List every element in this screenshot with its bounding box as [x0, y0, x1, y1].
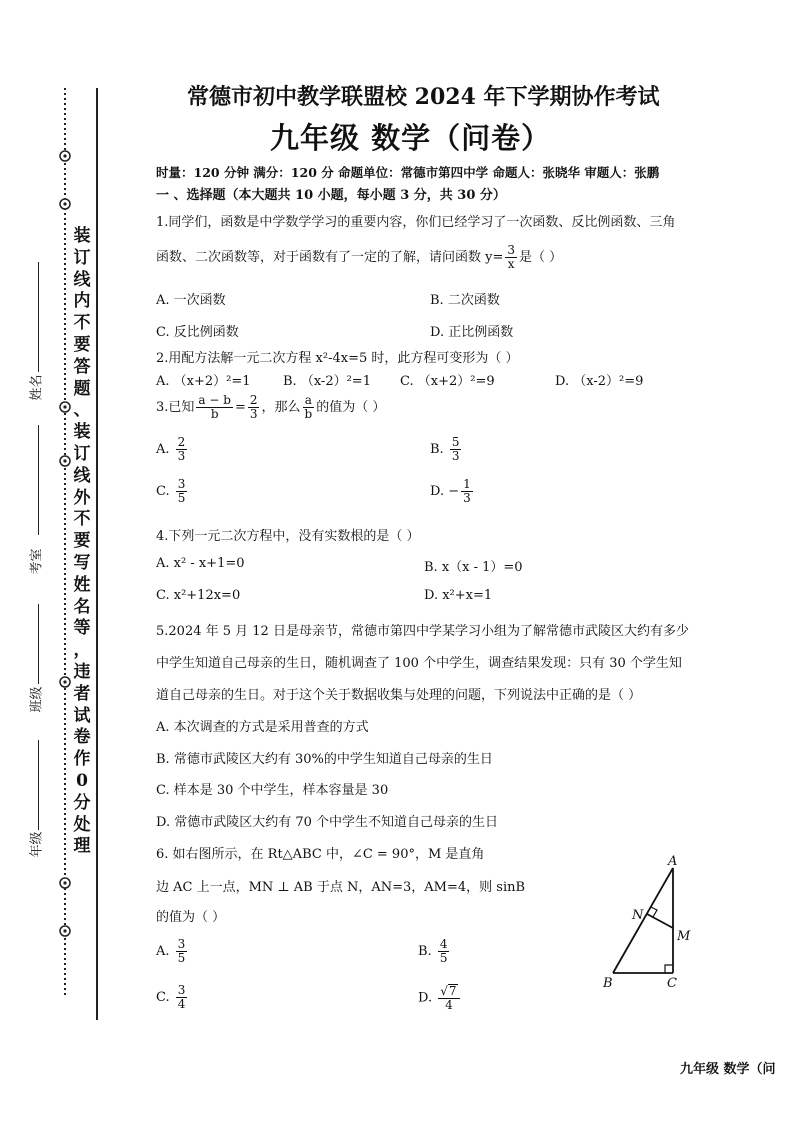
- binding-warning-char: 装: [73, 422, 91, 443]
- grade-field-label: 年级: [29, 831, 45, 858]
- q4-stem: 4.下列一元二次方程中，没有实数根的是（ ）: [156, 529, 420, 544]
- binding-warning-char: ，: [73, 640, 91, 661]
- q6-d-radicand: 7: [448, 984, 457, 998]
- q2-option-b: B. （x-2）²=1: [283, 374, 371, 389]
- room-field-line: [38, 425, 39, 535]
- q3-option-a: [156, 436, 189, 463]
- q1-line2-post: 是（ ）: [519, 250, 563, 265]
- q3-c-num: 3: [177, 477, 186, 491]
- q6-b-num: 4: [439, 937, 448, 951]
- q3-frac2-den: 3: [249, 407, 258, 421]
- label-a: A: [668, 854, 678, 869]
- binding-warning-char: 者: [73, 683, 91, 704]
- binding-warning-char: 答: [73, 356, 91, 377]
- q5-line1: 5.2024 年 5 月 12 日是母亲节，常德市第四中学某学习小组为了解常德市武陵区大约有多少: [156, 624, 689, 639]
- binding-warning-char: 外: [73, 487, 91, 508]
- q1-option-d: D. 正比例函数: [430, 325, 514, 340]
- room-field-label: 考室: [29, 548, 45, 575]
- binding-warning-char: 违: [73, 661, 91, 682]
- binding-warning-char: 题: [73, 378, 91, 399]
- q2-stem: 2.用配方法解一元二次方程 x²-4x=5 时，此方程可变形为（ ）: [156, 351, 519, 366]
- binding-warning-char: 线: [73, 269, 91, 290]
- binding-warning-char: 分: [73, 792, 91, 813]
- binding-warning-char: 订: [73, 247, 91, 268]
- q3-frac1: [196, 394, 233, 421]
- q1-option-c: C. 反比例函数: [156, 325, 239, 340]
- q6-b-frac: [438, 938, 450, 965]
- q3-frac1-num: a − b: [198, 393, 231, 407]
- q6-d-num: √7: [438, 984, 459, 999]
- q3-frac2-num: 2: [249, 393, 258, 407]
- q1-line2: [156, 244, 562, 271]
- q3-frac3-den: b: [304, 407, 313, 421]
- grade-field-line: [38, 740, 39, 830]
- q6-option-b: [418, 938, 451, 965]
- right-angle-c: [665, 965, 673, 973]
- q3-frac1-den: b: [210, 407, 219, 421]
- binding-warning-char: 要: [73, 334, 91, 355]
- q6-a-num: 3: [177, 937, 186, 951]
- name-field-label: 姓名: [29, 374, 45, 401]
- q3-b-den: 3: [451, 449, 460, 463]
- q5-option-c: C. 样本是 30 个中学生，样本容量是 30: [156, 783, 389, 798]
- binding-margin-lines: [0, 0, 110, 1121]
- q3-option-b: [430, 436, 463, 463]
- q5-option-b: B. 常德市武陵区大约有 30%的中学生知道自己母亲的生日: [156, 752, 493, 767]
- binding-warning-char: 作: [73, 749, 91, 770]
- q6-c-den: 4: [177, 997, 186, 1011]
- binding-warning-char: 卷: [73, 727, 91, 748]
- label-n: N: [632, 908, 644, 923]
- q1-frac-num: 3: [507, 243, 516, 257]
- q3-d-label: D.: [430, 484, 445, 499]
- q6-d-frac: [438, 984, 459, 1012]
- binding-warning-char: 等: [73, 618, 91, 639]
- q2-option-c: C. （x+2）²=9: [400, 374, 495, 389]
- q6-b-label: B.: [418, 944, 432, 959]
- q3-pre: 3.已知: [156, 400, 195, 415]
- q3-a-label: A.: [156, 442, 170, 457]
- triangle-figure: [595, 848, 695, 998]
- binding-warning-char: 姓: [73, 574, 91, 595]
- binding-warning-char: 名: [73, 596, 91, 617]
- q3-a-num: 2: [177, 435, 186, 449]
- q2-option-d: D. （x-2）²=9: [555, 374, 644, 389]
- binding-warning-char: 试: [73, 705, 91, 726]
- q6-line2: 边 AC 上一点，MN ⊥ AB 于点 N，AN=3，AM=4，则 sinB: [156, 880, 526, 895]
- q5-option-a: A. 本次调查的方式是采用普查的方式: [156, 720, 369, 735]
- section-title: 一 、选择题（本大题共 10 小题，每小题 3 分，共 30 分）: [156, 188, 506, 203]
- q3-d-den: 3: [463, 491, 471, 505]
- q2-option-a: A. （x+2）²=1: [156, 374, 251, 389]
- exam-title: 常德市初中教学联盟校 2024 年下学期协作考试: [187, 84, 660, 110]
- q3-frac3: [303, 394, 315, 421]
- class-field-label: 班级: [29, 686, 45, 713]
- binding-warning-char: 订: [73, 443, 91, 464]
- q6-c-label: C.: [156, 990, 170, 1005]
- q6-d-den: 4: [445, 998, 453, 1012]
- q6-c-frac: [176, 984, 188, 1011]
- q6-line1: 6. 如右图所示，在 Rt△ABC 中，∠C = 90°，M 是直角: [156, 847, 485, 862]
- binding-warning-char: 理: [73, 836, 91, 857]
- q4-option-d: D. x²+x=1: [424, 588, 493, 603]
- q3-post: 的值为（ ）: [316, 400, 386, 415]
- q3-b-label: B.: [430, 442, 444, 457]
- q3-d-frac: [461, 478, 473, 505]
- q3-stem: [156, 394, 385, 421]
- q3-c-label: C.: [156, 484, 170, 499]
- q3-frac2: [248, 394, 260, 421]
- binding-warning-char: 、: [73, 400, 91, 421]
- q6-option-a: [156, 938, 189, 965]
- q3-frac3-num: a: [304, 393, 312, 407]
- q1-line2-pre: 函数、二次函数等，对于函数有了一定的了解，请问函数 y=: [156, 250, 504, 265]
- exam-meta: 时量：120 分钟 满分：120 分 命题单位：常德市第四中学 命题人：张晓华 审题人：张鹏: [156, 165, 660, 180]
- q3-mid: ，那么: [261, 400, 301, 415]
- name-field-line: [38, 262, 39, 372]
- binding-warning-char: 线: [73, 465, 91, 486]
- q4-option-c: C. x²+12x=0: [156, 588, 241, 603]
- binding-warning-text: [72, 226, 92, 858]
- q6-option-c: [156, 984, 189, 1011]
- q5-line3: 道自己母亲的生日。对于这个关于数据收集与处理的问题，下列说法中正确的是（ ）: [156, 688, 642, 703]
- q1-option-a: A. 一次函数: [156, 293, 226, 308]
- binding-warning-char: 0: [76, 770, 88, 791]
- label-m: M: [677, 929, 691, 944]
- q1-fraction: [505, 244, 517, 271]
- class-field-line: [38, 604, 39, 684]
- binding-warning-char: 不: [73, 509, 91, 530]
- binding-warning-char: 不: [73, 313, 91, 334]
- q5-line2: 中学生知道自己母亲的生日，随机调查了 100 个中学生，调查结果发现：只有 30 个学生知: [156, 656, 682, 671]
- q5-option-d: D. 常德市武陵区大约有 70 个中学生不知道自己母亲的生日: [156, 815, 499, 830]
- q1-frac-den: x: [507, 257, 515, 271]
- q6-line3: 的值为（ ）: [156, 910, 226, 925]
- q1-option-b: B. 二次函数: [430, 293, 500, 308]
- q3-b-frac: [450, 436, 462, 463]
- q1-line1: 1.同学们，函数是中学数学学习的重要内容，你们已经学习了一次函数、反比例函数、三角: [156, 215, 676, 230]
- q6-option-d: [418, 984, 462, 1012]
- q6-a-label: A.: [156, 944, 170, 959]
- exam-subtitle: 九年级 数学（问卷）: [270, 121, 552, 155]
- label-b: B: [603, 976, 613, 991]
- binding-warning-char: 内: [73, 291, 91, 312]
- q6-b-den: 5: [439, 951, 448, 965]
- q6-c-num: 3: [177, 983, 186, 997]
- binding-warning-char: 要: [73, 531, 91, 552]
- q3-option-d: [430, 478, 475, 505]
- q6-a-frac: [176, 938, 188, 965]
- q3-c-den: 5: [177, 491, 186, 505]
- binding-warning-char: 写: [73, 552, 91, 573]
- q3-a-frac: [176, 436, 188, 463]
- q3-d-num: 1: [463, 477, 471, 491]
- q3-eq: =: [234, 400, 246, 415]
- right-angle-n: [651, 907, 657, 917]
- q6-a-den: 5: [177, 951, 186, 965]
- q3-option-c: [156, 478, 189, 505]
- segment-mn: [647, 914, 673, 928]
- q3-c-frac: [176, 478, 188, 505]
- q3-d-sign: −: [448, 484, 460, 499]
- footer-text: 九年级 数学（问: [680, 1062, 776, 1077]
- binding-warning-char: 装: [73, 226, 91, 246]
- q4-option-b: B. x（x - 1）=0: [424, 560, 523, 575]
- q4-option-a: A. x² - x+1=0: [156, 556, 245, 571]
- q6-d-label: D.: [418, 990, 433, 1006]
- q3-b-num: 5: [451, 435, 460, 449]
- label-c: C: [667, 976, 677, 991]
- q3-a-den: 3: [177, 449, 186, 463]
- binding-warning-char: 处: [73, 814, 91, 835]
